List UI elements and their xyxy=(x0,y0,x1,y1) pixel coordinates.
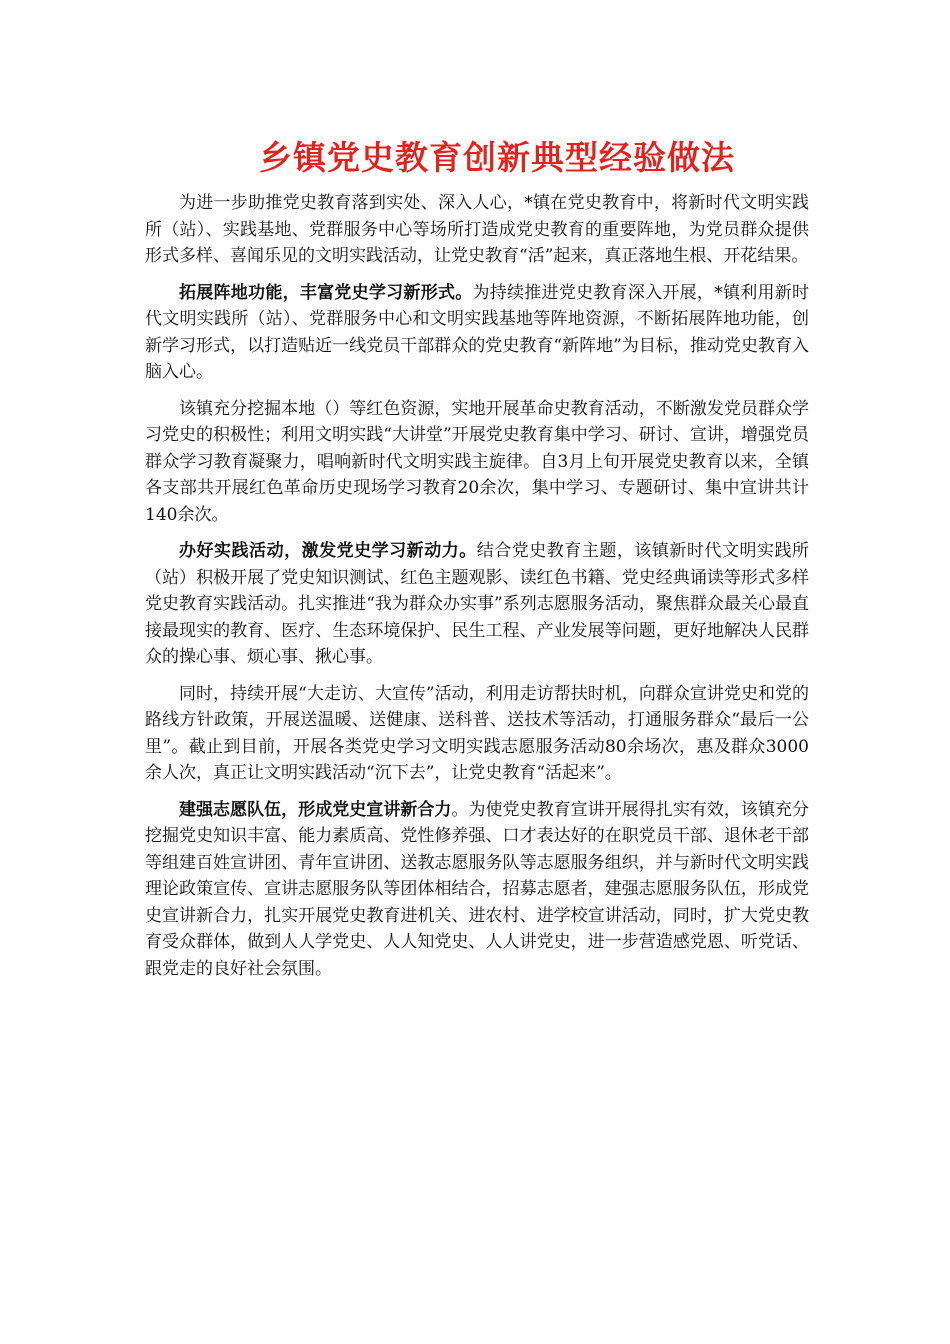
paragraph-text: 该镇充分挖掘本地（）等红色资源，实地开展革命史教育活动，不断激发党员群众学习党史的积极性；利用文明实践“大讲堂”开展党史教育集中学习、研讨、宣讲，增强党员群众学习教育凝聚力，唱响新时代文明实践主旋律。自3月上旬开展党史教育以来，全镇各支部共开展红色革命历史现场学习教育20余次，集中学习、专题研讨、集中宣讲共计140余次。 xyxy=(145,398,809,525)
paragraph-red-resources xyxy=(145,396,809,529)
paragraph-text: 同时，持续开展“大走访、大宣传”活动，利用走访帮扶时机，向群众宣讲党史和党的路线方针政策，开展送温暖、送健康、送科普、送技术等活动，打通服务群众“最后一公里”。截止到目前，开展各类党史学习文明实践志愿服务活动80余场次，惠及群众3000余人次，真正让文明实践活动“沉下去”，让党史教育“活起来”。 xyxy=(145,683,809,783)
paragraph-text: 为进一步助推党史教育落到实处、深入人心，*镇在党史教育中，将新时代文明实践所（站）、实践基地、党群服务中心等场所打造成党史教育的重要阵地，为党员群众提供形式多样、喜闻乐见的文明实践活动，让党史教育“活”起来，真正落地生根、开花结果。 xyxy=(145,193,809,266)
document-title: 乡镇党史教育创新典型经验做法 xyxy=(259,138,735,177)
paragraph-visits xyxy=(145,681,809,787)
paragraph-text: 为持续推进党史教育深入开展，*镇利用新时代文明实践所（站）、党群服务中心和文明实践基地等阵地资源，不断拓展阵地功能，创新学习形式，以打造贴近一线党员干部群众的党史教育“新阵地”为目标，推动党史教育入脑入心。 xyxy=(145,282,810,382)
paragraph-text: 。为使党史教育宣讲开展得扎实有效，该镇充分挖掘党史知识丰富、能力素质高、党性修养强、口才表达好的在职党员干部、退休老干部等组建百姓宣讲团、青年宣讲团、送教志愿服务队等志愿服务组织，并与新时代文明实践理论政策宣传、宣讲志愿服务队等团体相结合，招募志愿者，建强志愿服务队伍，形成党史宣讲新合力，扎实开展党史教育进机关、进农村、进学校宣讲活动，同时，扩大党史教育受众群体，做到人人学党史、人人知党史、人人讲党史，进一步营造感党恩、听党话、跟党走的良好社会氛围。 xyxy=(145,799,810,979)
paragraph-expand-positions xyxy=(145,280,809,386)
document-body xyxy=(145,190,809,992)
paragraph-lead: 建强志愿队伍，形成党史宣讲新合力 xyxy=(179,799,452,820)
paragraph-text: 结合党史教育主题，该镇新时代文明实践所（站）积极开展了党史知识测试、红色主题观影、读红色书籍、党史经典诵读等形式多样党史教育实践活动。扎实推进“我为群众办实事”系列志愿服务活动，聚焦群众最关心最直接最现实的教育、医疗、生态环境保护、民生工程、产业发展等问题，更好地解决人民群众的操心事、烦心事、揪心事。 xyxy=(145,541,810,667)
paragraph-intro xyxy=(145,190,809,270)
paragraph-practice-activities xyxy=(145,538,809,671)
paragraph-lead: 办好实践活动，激发党史学习新动力。 xyxy=(179,541,477,561)
paragraph-lead: 拓展阵地功能，丰富党史学习新形式。 xyxy=(179,282,473,303)
paragraph-volunteer-teams xyxy=(145,797,809,983)
